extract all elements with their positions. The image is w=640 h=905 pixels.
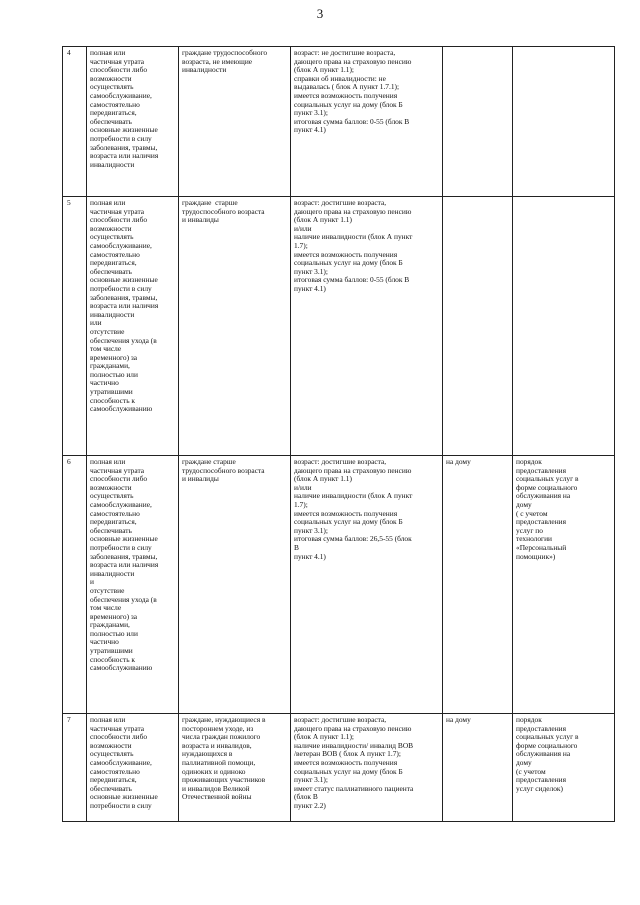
text-line: социальных услуг на дому (блок Б xyxy=(294,517,403,527)
condition-cell xyxy=(87,47,179,197)
text-line: Отечественной войны xyxy=(182,792,252,802)
text-line: (блок А пункт 1.1); xyxy=(294,65,354,75)
text-line: самообслуживанию xyxy=(90,663,153,673)
text-line: одиноких и одиноко xyxy=(182,766,246,776)
text-line: потребности в силу xyxy=(90,800,152,810)
text-line: и/или xyxy=(294,482,312,492)
text-line: предоставления xyxy=(516,517,567,527)
text-line: трудоспособного возраста xyxy=(182,465,265,475)
text-line: основные жизненные xyxy=(90,125,158,135)
text-line: самообслуживание, xyxy=(90,757,152,767)
text-line: возможности xyxy=(90,223,132,233)
criteria-cell xyxy=(291,197,443,456)
text-line: частично xyxy=(90,637,119,647)
text-line: дому xyxy=(516,757,532,767)
text-line: инвалидности xyxy=(90,568,135,578)
text-line: итоговая сумма баллов: 0-55 (блок В xyxy=(294,275,410,285)
text-line: передвигаться, xyxy=(90,775,137,785)
text-line: возраст: достигшие возраста, xyxy=(294,715,387,724)
text-line: порядок xyxy=(516,715,542,724)
text-line: граждане старше xyxy=(182,198,238,207)
text-line: числа граждан пожилого xyxy=(182,732,261,742)
table-row xyxy=(63,197,615,456)
service-form-cell xyxy=(443,456,513,714)
text-line: потребности в силу xyxy=(90,133,152,143)
text-line: (блок А пункт 1.1) xyxy=(294,474,352,484)
text-line: граждане старше xyxy=(182,457,236,466)
text-line: частичная утрата xyxy=(90,465,145,475)
page-number: 3 xyxy=(316,6,324,21)
text-line: возраста или наличия xyxy=(90,301,159,311)
text-line: отсутствие xyxy=(90,326,125,336)
text-line: осуществлять xyxy=(90,82,134,92)
text-line: частичная утрата xyxy=(90,56,145,66)
text-line: помощник») xyxy=(516,551,556,561)
text-line: социальных услуг на дому (блок Б xyxy=(294,258,403,268)
text-line: (блок А пункт 1.1); xyxy=(294,732,354,742)
text-line: самообслуживанию xyxy=(90,404,153,414)
text-line: основные жизненные xyxy=(90,275,158,285)
text-line: передвигаться, xyxy=(90,258,137,268)
text-line: /ветеран ВОВ ( блок А пункт 1.7); xyxy=(294,749,401,759)
text-line: самостоятельно xyxy=(90,508,140,518)
text-line: и xyxy=(90,577,94,587)
text-line: осуществлять xyxy=(90,232,134,242)
text-line: нуждающихся в xyxy=(182,749,233,759)
text-line: предоставления xyxy=(516,723,567,733)
text-line: самообслуживание, xyxy=(90,499,152,509)
text-line: социальных услуг на дому (блок Б xyxy=(294,99,403,109)
text-line: граждане, нуждающиеся в xyxy=(182,715,266,724)
text-line: В xyxy=(294,542,299,552)
criteria-cell xyxy=(291,47,443,197)
table-row xyxy=(63,714,615,822)
text-line: гражданами, xyxy=(90,361,130,371)
text-line: пункт 4.1) xyxy=(294,125,326,135)
text-line: полная или xyxy=(90,48,126,57)
text-line: способности либо xyxy=(90,215,148,225)
text-line: отсутствие xyxy=(90,585,125,595)
service-order-cell xyxy=(513,197,615,456)
text-line: имеется возможность получения xyxy=(294,508,398,518)
text-line: пункт 3.1); xyxy=(294,108,328,118)
service-order-cell xyxy=(513,47,615,197)
text-line: наличие инвалидности (блок А пункт xyxy=(294,232,413,242)
text-line: обеспечивать xyxy=(90,525,132,535)
text-line: способности либо xyxy=(90,732,148,742)
text-line: возраста или наличия xyxy=(90,560,159,570)
row-number: 7 xyxy=(63,714,87,822)
text-line: и инвалиды xyxy=(182,474,219,484)
text-line: полностью или xyxy=(90,369,138,379)
text-line: полная или xyxy=(90,715,126,724)
text-line: итоговая сумма баллов: 0-55 (блок В xyxy=(294,116,410,126)
category-cell xyxy=(179,47,291,197)
text-line: (блок В xyxy=(294,792,318,802)
text-line: дающего права на страховую пенсию xyxy=(294,56,412,66)
text-line: полностью или xyxy=(90,628,138,638)
text-line: обеспечения ухода (в xyxy=(90,594,157,604)
text-line: предоставления xyxy=(516,465,567,475)
text-line: способности либо xyxy=(90,474,148,484)
text-line: порядок xyxy=(516,457,542,466)
condition-cell xyxy=(87,714,179,822)
text-line: социальных услуг на дому (блок Б xyxy=(294,766,403,776)
text-line: технологии xyxy=(516,534,552,544)
text-line: заболевания, травмы, xyxy=(90,551,158,561)
text-line: выдавалась ( блок А пункт 1.7.1); xyxy=(294,82,400,92)
text-line: ( с учетом xyxy=(516,508,548,518)
text-line: имеется возможность получения xyxy=(294,249,398,259)
text-line: частичная утрата xyxy=(90,723,145,733)
text-line: справки об инвалидности: не xyxy=(294,73,386,83)
row-number: 4 xyxy=(63,47,87,197)
service-order-cell xyxy=(513,714,615,822)
category-cell xyxy=(179,197,291,456)
text-line: и/или xyxy=(294,223,312,233)
criteria-cell xyxy=(291,714,443,822)
text-line: передвигаться, xyxy=(90,108,137,118)
table-row xyxy=(63,47,615,197)
text-line: полная или xyxy=(90,457,126,466)
text-line: обеспечивать xyxy=(90,266,132,276)
text-line: самообслуживание, xyxy=(90,90,152,100)
text-line: пункт 2.2) xyxy=(294,800,326,810)
text-line: имеется возможность получения xyxy=(294,90,398,100)
text-line: самостоятельно xyxy=(90,249,140,259)
text-line: полная или xyxy=(90,198,126,207)
text-line: 1.7); xyxy=(294,499,308,509)
text-line: пункт 4.1) xyxy=(294,551,326,561)
text-line: форме социального xyxy=(516,740,578,750)
text-line: предоставления xyxy=(516,775,567,785)
text-line: и инвалиды xyxy=(182,215,219,225)
text-line: частично xyxy=(90,378,119,388)
text-line: (с учетом xyxy=(516,766,546,776)
table-row xyxy=(63,456,615,714)
text-line: обслуживания на xyxy=(516,749,571,759)
text-line: возраста или наличия xyxy=(90,151,159,161)
text-line: пункт 4.1) xyxy=(294,283,326,293)
text-line: имеет статус паллиативного пациента xyxy=(294,783,414,793)
table-body xyxy=(63,47,615,822)
text-line: пункт 3.1); xyxy=(294,266,328,276)
category-cell xyxy=(179,714,291,822)
text-line: имеется возможность получения xyxy=(294,757,398,767)
text-line: потребности в силу xyxy=(90,542,152,552)
text-line: итоговая сумма баллов: 26,5-55 (блок xyxy=(294,534,412,544)
condition-cell xyxy=(87,197,179,456)
row-number: 6 xyxy=(63,456,87,714)
text-line: возможности xyxy=(90,73,132,83)
text-line: том числе xyxy=(90,603,122,613)
service-order-cell xyxy=(513,456,615,714)
row-number: 5 xyxy=(63,197,87,456)
text-line: постороннем уходе, из xyxy=(182,723,254,733)
text-line: способности либо xyxy=(90,65,148,75)
service-form-cell xyxy=(443,47,513,197)
text-line: или xyxy=(90,318,102,328)
text-line: способность к xyxy=(90,395,136,405)
text-line: дающего права на страховую пенсию xyxy=(294,206,412,216)
text-line: услуг сиделок) xyxy=(516,783,563,793)
text-line: временного) за xyxy=(90,352,138,362)
text-line: 1.7); xyxy=(294,240,308,250)
text-line: потребности в силу xyxy=(90,283,152,293)
text-line: паллиативной помощи, xyxy=(182,757,256,767)
text-line: пункт 3.1); xyxy=(294,775,328,785)
text-line: основные жизненные xyxy=(90,792,158,802)
text-line: социальных услуг в xyxy=(516,732,579,742)
text-line: форме социального xyxy=(516,482,578,492)
service-form-cell xyxy=(443,714,513,822)
text-line: на дому xyxy=(446,715,471,724)
text-line: инвалидности xyxy=(90,309,135,319)
text-line: обслуживания на xyxy=(516,491,571,501)
text-line: том числе xyxy=(90,344,122,354)
text-line: возраст: не достигшие возраста, xyxy=(294,48,396,57)
text-line: возможности xyxy=(90,482,132,492)
text-line: трудоспособного возраста xyxy=(182,206,265,216)
eligibility-table xyxy=(62,46,615,822)
text-line: заболевания, травмы, xyxy=(90,292,158,302)
text-line: утратившими xyxy=(90,646,133,656)
category-cell xyxy=(179,456,291,714)
text-line: дающего права на страховую пенсию xyxy=(294,723,412,733)
text-line: граждане трудоспособного xyxy=(182,48,268,57)
text-line: осуществлять xyxy=(90,491,134,501)
text-line: и инвалидов Великой xyxy=(182,783,250,793)
text-line: заболевания, травмы, xyxy=(90,142,158,152)
text-line: самостоятельно xyxy=(90,99,140,109)
text-line: утратившими xyxy=(90,387,133,397)
text-line: инвалидности xyxy=(90,159,135,169)
text-line: «Персональный xyxy=(516,542,567,552)
text-line: проживающих участников xyxy=(182,775,266,785)
text-line: осуществлять xyxy=(90,749,134,759)
text-line: передвигаться, xyxy=(90,517,137,527)
text-line: обеспечивать xyxy=(90,116,132,126)
text-line: самообслуживание, xyxy=(90,240,152,250)
condition-cell xyxy=(87,456,179,714)
text-line: гражданами, xyxy=(90,620,130,630)
text-line: основные жизненные xyxy=(90,534,158,544)
text-line: наличие инвалидности/ инвалид ВОВ xyxy=(294,740,414,750)
text-line: наличие инвалидности (блок А пункт xyxy=(294,491,413,501)
text-line: на дому xyxy=(446,457,471,466)
service-form-cell xyxy=(443,197,513,456)
text-line: способность к xyxy=(90,654,136,664)
text-line: возраст: достигшие возраста, xyxy=(294,198,387,207)
text-line: социальных услуг в xyxy=(516,474,579,484)
text-line: возможности xyxy=(90,740,132,750)
text-line: дающего права на страховую пенсию xyxy=(294,465,412,475)
text-line: обеспечивать xyxy=(90,783,132,793)
text-line: услуг по xyxy=(516,525,543,535)
criteria-cell xyxy=(291,456,443,714)
text-line: самостоятельно xyxy=(90,766,140,776)
text-line: возраст: достигшие возраста, xyxy=(294,457,387,466)
text-line: пункт 3.1); xyxy=(294,525,328,535)
text-line: частичная утрата xyxy=(90,206,145,216)
text-line: возраста, не имеющие xyxy=(182,56,253,66)
text-line: временного) за xyxy=(90,611,138,621)
text-line: дому xyxy=(516,499,532,509)
text-line: (блок А пункт 1.1) xyxy=(294,215,352,225)
text-line: возраста и инвалидов, xyxy=(182,740,252,750)
text-line: инвалидности xyxy=(182,65,227,75)
text-line: обеспечения ухода (в xyxy=(90,335,157,345)
